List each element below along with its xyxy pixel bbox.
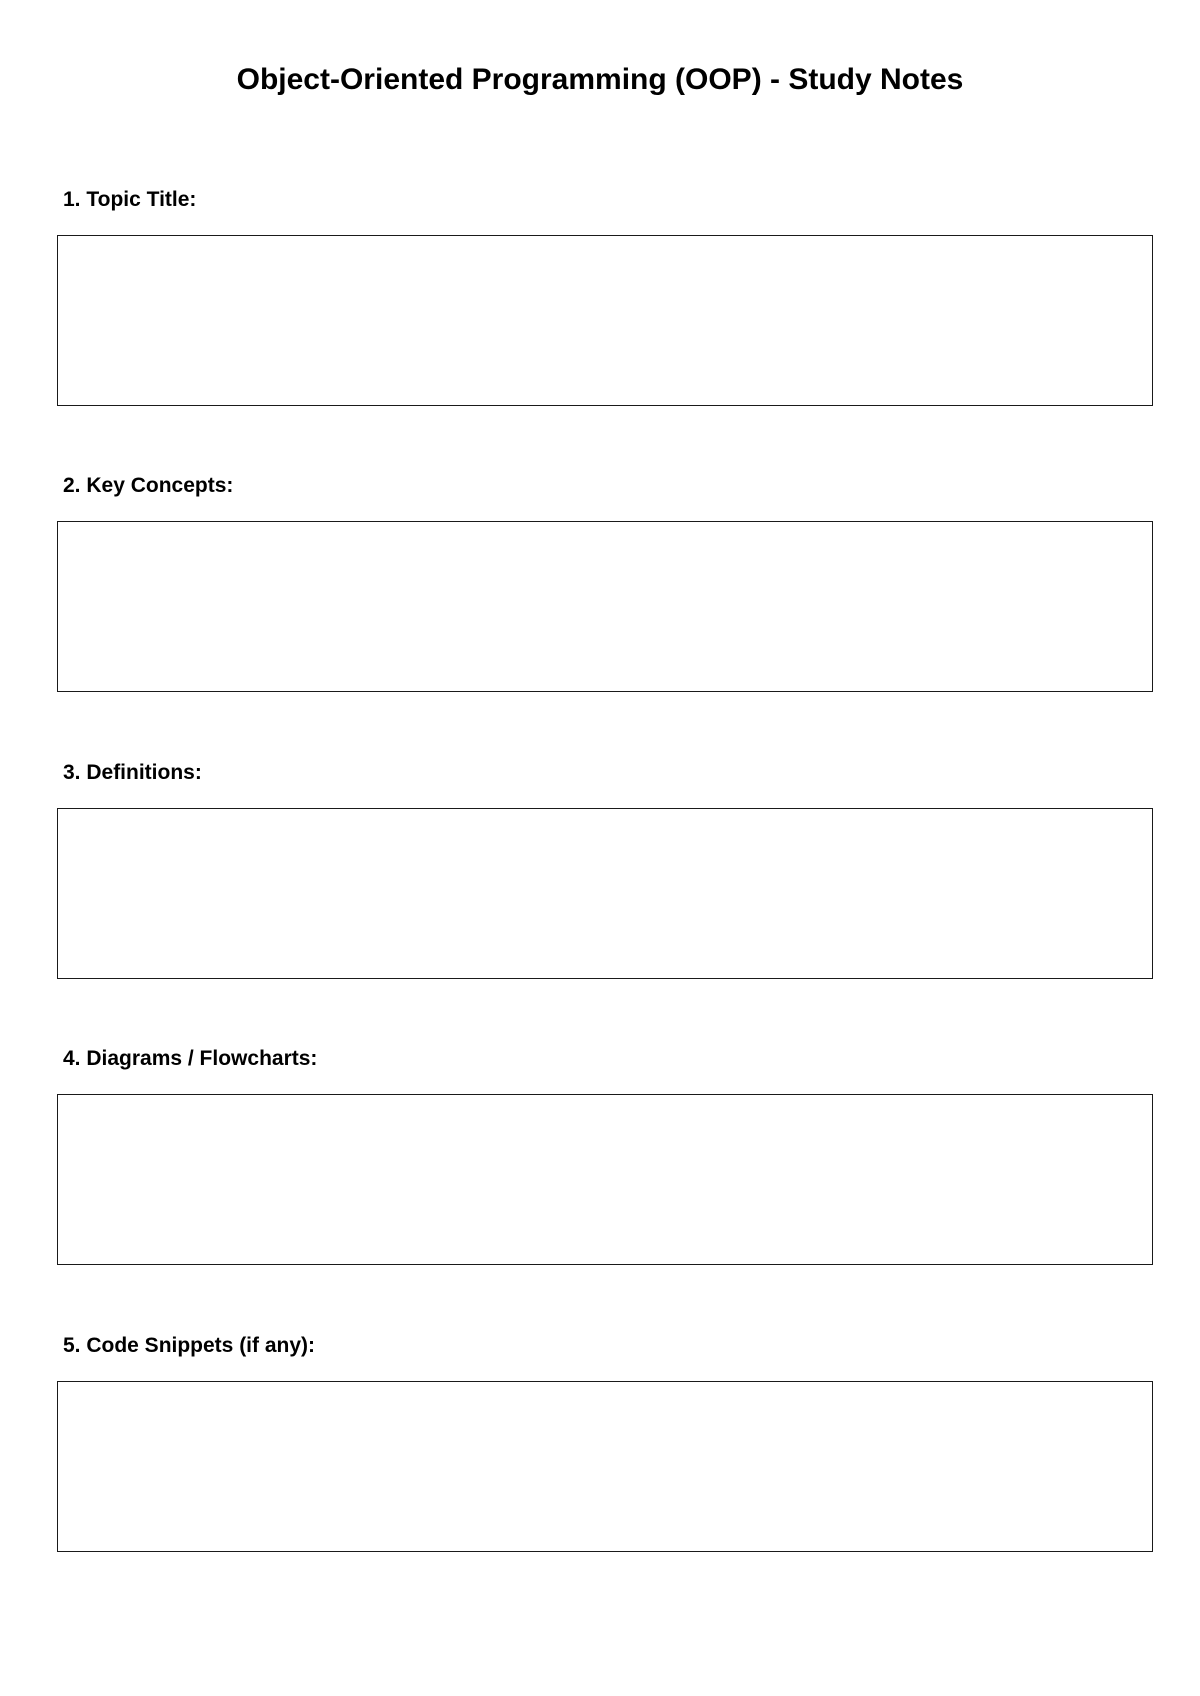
key-concepts-note-box[interactable] — [57, 521, 1153, 692]
section-label-key-concepts: 2. Key Concepts: — [63, 474, 234, 497]
section-label-diagrams-flowcharts: 4. Diagrams / Flowcharts: — [63, 1047, 318, 1070]
section-definitions — [57, 760, 1153, 979]
section-topic-title — [57, 187, 1153, 406]
section-label-code-snippets: 5. Code Snippets (if any): — [63, 1334, 316, 1357]
topic-title-note-box[interactable] — [57, 235, 1153, 406]
section-label-topic-title: 1. Topic Title: — [63, 188, 197, 211]
definitions-note-box[interactable] — [57, 808, 1153, 979]
diagrams-flowcharts-note-box[interactable] — [57, 1094, 1153, 1265]
page-title: Object-Oriented Programming (OOP) - Study Notes — [236, 63, 964, 96]
section-diagrams-flowcharts — [57, 1046, 1153, 1265]
section-key-concepts — [57, 473, 1153, 692]
code-snippets-note-box[interactable] — [57, 1381, 1153, 1552]
section-code-snippets — [57, 1333, 1153, 1552]
section-label-definitions: 3. Definitions: — [63, 761, 202, 784]
